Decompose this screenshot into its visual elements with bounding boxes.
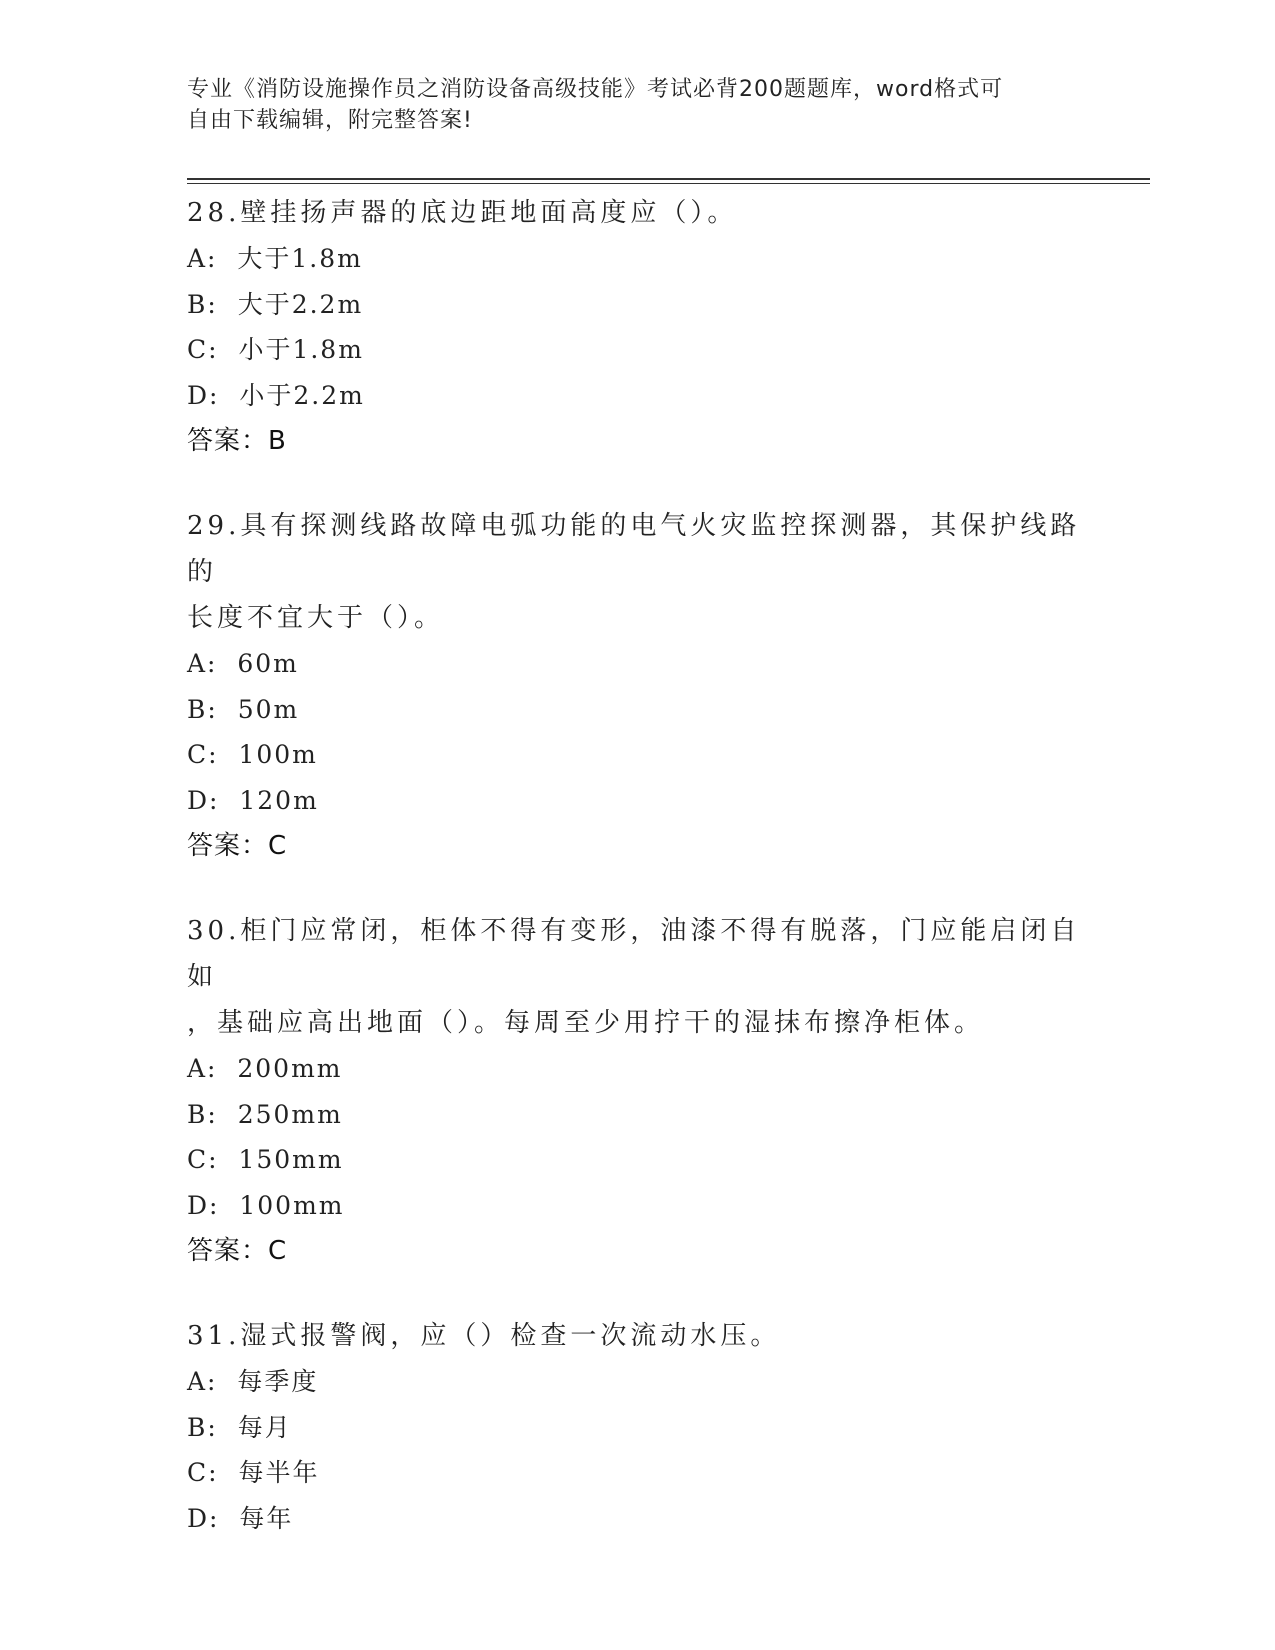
- option-b: B: 50m: [187, 694, 300, 724]
- answer-label: 答案：C: [187, 831, 288, 861]
- answer-label: 答案：C: [187, 1236, 288, 1266]
- question-stem: 28.壁挂扬声器的底边距地面高度应（）。: [187, 198, 738, 228]
- question-29: [187, 503, 1087, 869]
- question-31: [187, 1313, 1087, 1541]
- option-c: C: 100m: [187, 740, 318, 769]
- question-30: [187, 908, 1087, 1274]
- question-stem-continued: 长度不宜大于（）。: [187, 603, 445, 633]
- question-stem: 29.具有探测线路故障电弧功能的电气火灾监控探测器，其保护线路的: [187, 511, 1081, 587]
- answer-label: 答案：B: [187, 426, 287, 456]
- question-stem: 30.柜门应常闭，柜体不得有变形，油漆不得有脱落，门应能启闭自如: [187, 916, 1081, 992]
- option-d: D: 100mm: [187, 1190, 345, 1220]
- option-c: C: 小于1.8m: [187, 335, 364, 364]
- question-stem-continued: ，基础应高出地面（）。每周至少用拧干的湿抹布擦净柜体。: [187, 1008, 985, 1038]
- option-a: A: 60m: [187, 649, 299, 678]
- option-b: B: 每月: [187, 1412, 292, 1442]
- option-d: D: 120m: [187, 785, 319, 815]
- header-divider-thin: [187, 183, 1150, 184]
- option-a: A: 大于1.8m: [187, 244, 363, 273]
- option-a: A: 200mm: [187, 1054, 343, 1083]
- option-d: D: 小于2.2m: [187, 380, 365, 410]
- document-header: [187, 74, 1087, 136]
- option-b: B: 250mm: [187, 1099, 343, 1129]
- header-line-1: 专业《消防设施操作员之消防设备高级技能》考试必背200题题库，word格式可: [187, 77, 1004, 102]
- question-list: [187, 190, 1087, 1580]
- question-28: [187, 190, 1087, 464]
- header-line-2: 自由下载编辑，附完整答案!: [187, 108, 473, 133]
- option-c: C: 150mm: [187, 1145, 344, 1174]
- header-divider-thick: [187, 178, 1150, 180]
- question-stem: 31.湿式报警阀，应（）检查一次流动水压。: [187, 1321, 781, 1351]
- option-b: B: 大于2.2m: [187, 289, 364, 319]
- option-c: C: 每半年: [187, 1458, 320, 1487]
- option-a: A: 每季度: [187, 1367, 319, 1396]
- option-d: D: 每年: [187, 1503, 294, 1533]
